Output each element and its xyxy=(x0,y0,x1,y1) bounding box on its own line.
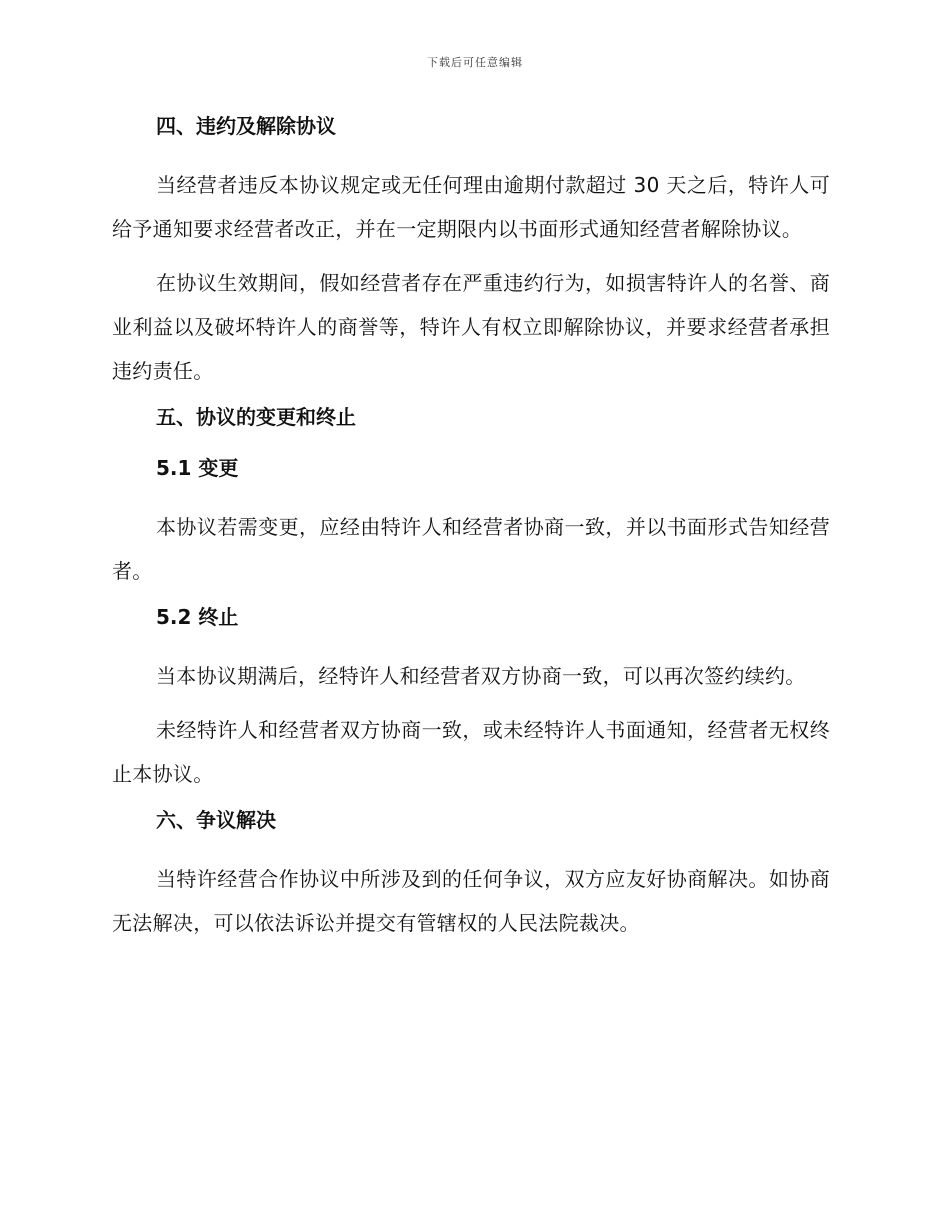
document-body xyxy=(112,112,830,955)
section-heading-change-termination: 五、协议的变更和终止 xyxy=(156,405,356,429)
section-heading-breach: 四、违约及解除协议 xyxy=(156,114,336,138)
paragraph-breach-overdue: 当经营者违反本协议规定或无任何理由逾期付款超过 30 天之后，特许人可给予通知要求经营者改正，并在一定期限内以书面形式通知经营者解除协议。 xyxy=(112,173,830,241)
subsection-heading-termination: 5.2 终止 xyxy=(156,605,239,629)
page-header: 下载后可任意编辑 xyxy=(427,56,523,69)
paragraph-termination-unauthorized: 未经特许人和经营者双方协商一致，或未经特许人书面通知，经营者无权终止本协议。 xyxy=(112,718,830,786)
paragraph-dispute: 当特许经营合作协议中所涉及到的任何争议，双方应友好协商解决。如协商无法解决，可以依法诉讼并提交有管辖权的人民法院裁决。 xyxy=(112,867,830,935)
subsection-heading-change: 5.1 变更 xyxy=(156,456,239,480)
paragraph-termination-renewal: 当本协议期满后，经特许人和经营者双方协商一致，可以再次签约续约。 xyxy=(156,664,806,688)
paragraph-change: 本协议若需变更，应经由特许人和经营者协商一致，并以书面形式告知经营者。 xyxy=(112,515,830,583)
paragraph-breach-serious: 在协议生效期间，假如经营者存在严重违约行为，如损害特许人的名誉、商业利益以及破坏特许人的商誉等，特许人有权立即解除协议，并要求经营者承担违约责任。 xyxy=(112,271,830,383)
section-heading-dispute: 六、争议解决 xyxy=(156,808,276,832)
